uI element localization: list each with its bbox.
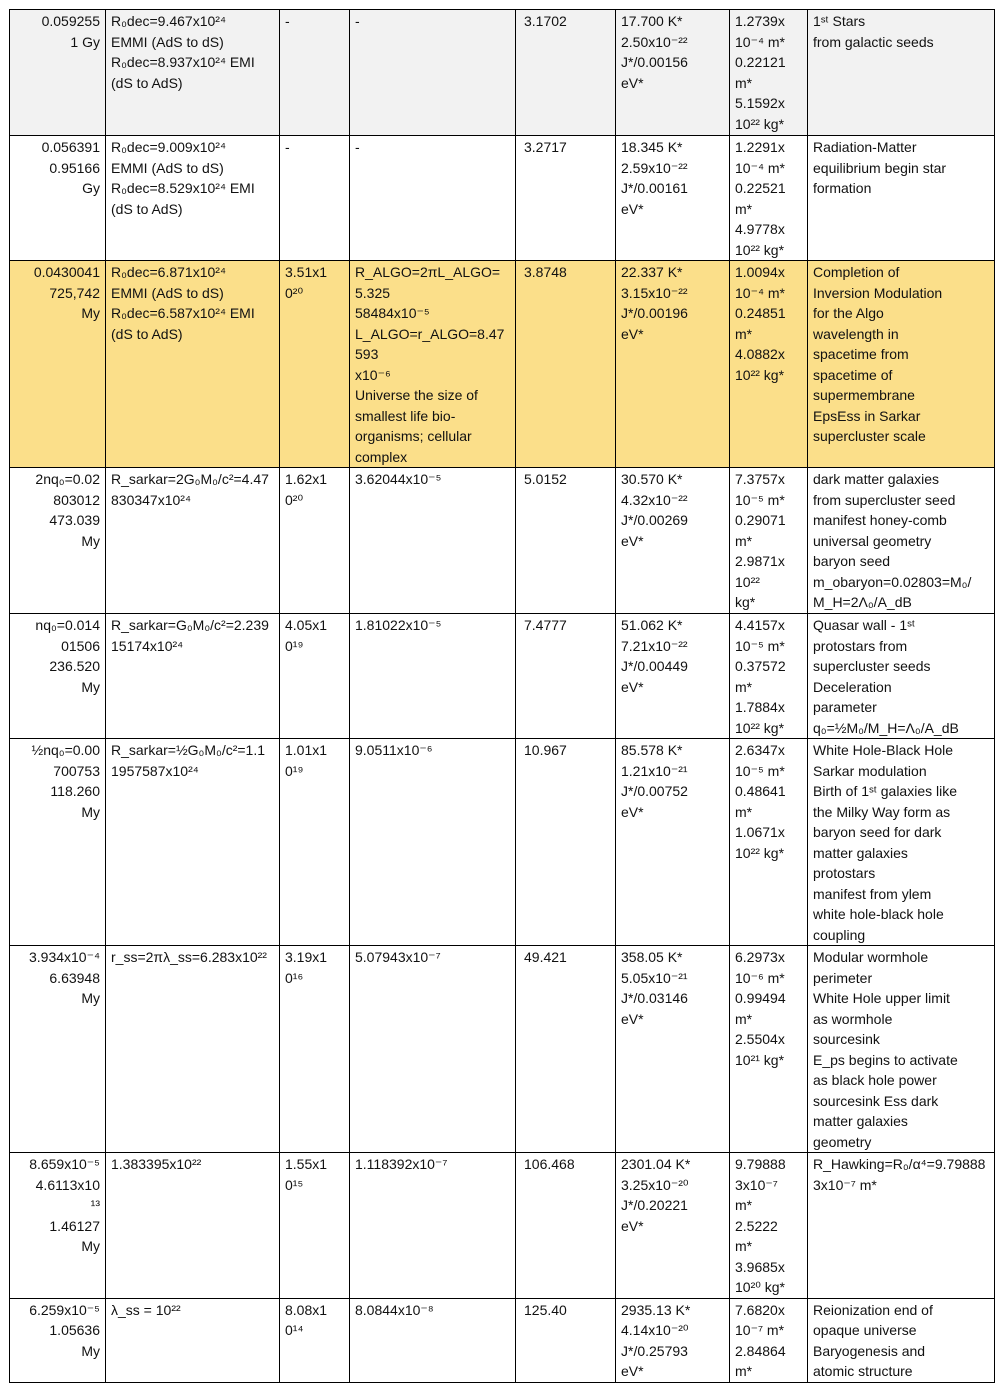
col5-cell: 125.40 <box>516 1298 616 1382</box>
col5-cell: 3.2717 <box>516 136 616 261</box>
radius-cell: 1.383395x10²² <box>106 1153 280 1299</box>
table-row <box>10 946 995 1153</box>
time-cell: nq₀=0.014 01506 236.520 My <box>10 614 106 739</box>
time-cell: ½nq₀=0.00 700753 118.260 My <box>10 739 106 946</box>
table-row <box>10 614 995 739</box>
radius-cell: λ_ss = 10²² <box>106 1298 280 1382</box>
wavelength-cell: 9.79888 3x10⁻⁷ m* 2.5222 m* 3.9685x 10²⁰ kg* <box>730 1153 808 1299</box>
event-cell: Modular wormhole perimeter White Hole upper limit as wormhole sourcesink E_ps begins to activate as black hole power sourcesink Ess dark matter galaxies geometry <box>808 946 995 1153</box>
event-cell: White Hole-Black Hole Sarkar modulation Birth of 1ˢᵗ galaxies like the Milky Way form as baryon seed for dark matter galaxies protostars manifest from ylem white hole-black hole coupling <box>808 739 995 946</box>
temperature-cell: 18.345 K* 2.59x10⁻²² J*/0.00161 eV* <box>616 136 730 261</box>
radius-cell: R_sarkar=G₀M₀/c²=2.239 15174x10²⁴ <box>106 614 280 739</box>
table-row <box>10 739 995 946</box>
radius-cell: r_ss=2πλ_ss=6.283x10²² <box>106 946 280 1153</box>
wavelength-cell: 2.6347x 10⁻⁵ m* 0.48641 m* 1.0671x 10²² kg* <box>730 739 808 946</box>
table-row <box>10 1153 995 1299</box>
table-row <box>10 261 995 468</box>
temperature-cell: 51.062 K* 7.21x10⁻²² J*/0.00449 eV* <box>616 614 730 739</box>
col3-cell: 1.55x1 0¹⁵ <box>280 1153 350 1299</box>
algo-cell: - <box>350 10 516 136</box>
wavelength-cell: 4.4157x 10⁻⁵ m* 0.37572 m* 1.7884x 10²² kg* <box>730 614 808 739</box>
col3-cell: 8.08x1 0¹⁴ <box>280 1298 350 1382</box>
col3-cell: 3.51x1 0²⁰ <box>280 261 350 468</box>
radius-cell: R₀dec=6.871x10²⁴ EMMI (AdS to dS) R₀dec=6.587x10²⁴ EMI (dS to AdS) <box>106 261 280 468</box>
col3-cell: 4.05x1 0¹⁹ <box>280 614 350 739</box>
radius-cell: R_sarkar=½G₀M₀/c²=1.1 1957587x10²⁴ <box>106 739 280 946</box>
radius-cell: R_sarkar=2G₀M₀/c²=4.47 830347x10²⁴ <box>106 468 280 614</box>
wavelength-cell: 1.2291x 10⁻⁴ m* 0.22521 m* 4.9778x 10²² kg* <box>730 136 808 261</box>
temperature-cell: 30.570 K* 4.32x10⁻²² J*/0.00269 eV* <box>616 468 730 614</box>
col3-cell: - <box>280 136 350 261</box>
temperature-cell: 2301.04 K* 3.25x10⁻²⁰ J*/0.20221 eV* <box>616 1153 730 1299</box>
time-cell: 0.0430041 725,742 My <box>10 261 106 468</box>
wavelength-cell: 7.6820x 10⁻⁷ m* 2.84864 m* <box>730 1298 808 1382</box>
time-cell: 0.056391 0.95166 Gy <box>10 136 106 261</box>
table-row <box>10 1298 995 1382</box>
col5-cell: 5.0152 <box>516 468 616 614</box>
col3-cell: - <box>280 10 350 136</box>
col5-cell: 49.421 <box>516 946 616 1153</box>
event-cell: Completion of Inversion Modulation for the Algo wavelength in spacetime from spacetime of supermembrane EpsEss in Sarkar supercluster scale <box>808 261 995 468</box>
table-row <box>10 136 995 261</box>
cosmology-data-table <box>9 9 995 1383</box>
col3-cell: 3.19x1 0¹⁶ <box>280 946 350 1153</box>
algo-cell: 5.07943x10⁻⁷ <box>350 946 516 1153</box>
algo-cell: 3.62044x10⁻⁵ <box>350 468 516 614</box>
wavelength-cell: 1.0094x 10⁻⁴ m* 0.24851 m* 4.0882x 10²² kg* <box>730 261 808 468</box>
radius-cell: R₀dec=9.467x10²⁴ EMMI (AdS to dS) R₀dec=8.937x10²⁴ EMI (dS to AdS) <box>106 10 280 136</box>
wavelength-cell: 1.2739x 10⁻⁴ m* 0.22121 m* 5.1592x 10²² kg* <box>730 10 808 136</box>
col5-cell: 10.967 <box>516 739 616 946</box>
time-cell: 2nq₀=0.02 803012 473.039 My <box>10 468 106 614</box>
event-cell: 1ˢᵗ Stars from galactic seeds <box>808 10 995 136</box>
event-cell: R_Hawking=R₀/α⁴=9.79888 3x10⁻⁷ m* <box>808 1153 995 1299</box>
table-row <box>10 468 995 614</box>
algo-cell: 8.0844x10⁻⁸ <box>350 1298 516 1382</box>
event-cell: Quasar wall - 1ˢᵗ protostars from supercluster seeds Deceleration parameter q₀=½M₀/M_H=Λ₀/A_dB <box>808 614 995 739</box>
col5-cell: 7.4777 <box>516 614 616 739</box>
wavelength-cell: 6.2973x 10⁻⁶ m* 0.99494 m* 2.5504x 10²¹ kg* <box>730 946 808 1153</box>
table-row <box>10 10 995 136</box>
wavelength-cell: 7.3757x 10⁻⁵ m* 0.29071 m* 2.9871x 10²² kg* <box>730 468 808 614</box>
event-cell: dark matter galaxies from supercluster seed manifest honey-comb universal geometry baryon seed m_obaryon=0.02803=M₀/ M_H=2Λ₀/A_dB <box>808 468 995 614</box>
col5-cell: 106.468 <box>516 1153 616 1299</box>
radius-cell: R₀dec=9.009x10²⁴ EMMI (AdS to dS) R₀dec=8.529x10²⁴ EMI (dS to AdS) <box>106 136 280 261</box>
time-cell: 6.259x10⁻⁵ 1.05636 My <box>10 1298 106 1382</box>
time-cell: 3.934x10⁻⁴ 6.63948 My <box>10 946 106 1153</box>
col3-cell: 1.62x1 0²⁰ <box>280 468 350 614</box>
algo-cell: 1.118392x10⁻⁷ <box>350 1153 516 1299</box>
algo-cell: 9.0511x10⁻⁶ <box>350 739 516 946</box>
event-cell: Radiation-Matter equilibrium begin star formation <box>808 136 995 261</box>
time-cell: 8.659x10⁻⁵ 4.6113x10 ¹³ 1.46127 My <box>10 1153 106 1299</box>
col5-cell: 3.8748 <box>516 261 616 468</box>
algo-cell: - <box>350 136 516 261</box>
algo-cell: R_ALGO=2πL_ALGO=5.325 58484x10⁻⁵ L_ALGO=r_ALGO=8.47593 x10⁻⁶ Universe the size of smallest life bio- organisms; cellular complex <box>350 261 516 468</box>
time-cell: 0.059255 1 Gy <box>10 10 106 136</box>
event-cell: Reionization end of opaque universe Baryogenesis and atomic structure <box>808 1298 995 1382</box>
temperature-cell: 17.700 K* 2.50x10⁻²² J*/0.00156 eV* <box>616 10 730 136</box>
temperature-cell: 358.05 K* 5.05x10⁻²¹ J*/0.03146 eV* <box>616 946 730 1153</box>
col3-cell: 1.01x1 0¹⁹ <box>280 739 350 946</box>
algo-cell: 1.81022x10⁻⁵ <box>350 614 516 739</box>
temperature-cell: 85.578 K* 1.21x10⁻²¹ J*/0.00752 eV* <box>616 739 730 946</box>
temperature-cell: 2935.13 K* 4.14x10⁻²⁰ J*/0.25793 eV* <box>616 1298 730 1382</box>
col5-cell: 3.1702 <box>516 10 616 136</box>
temperature-cell: 22.337 K* 3.15x10⁻²² J*/0.00196 eV* <box>616 261 730 468</box>
